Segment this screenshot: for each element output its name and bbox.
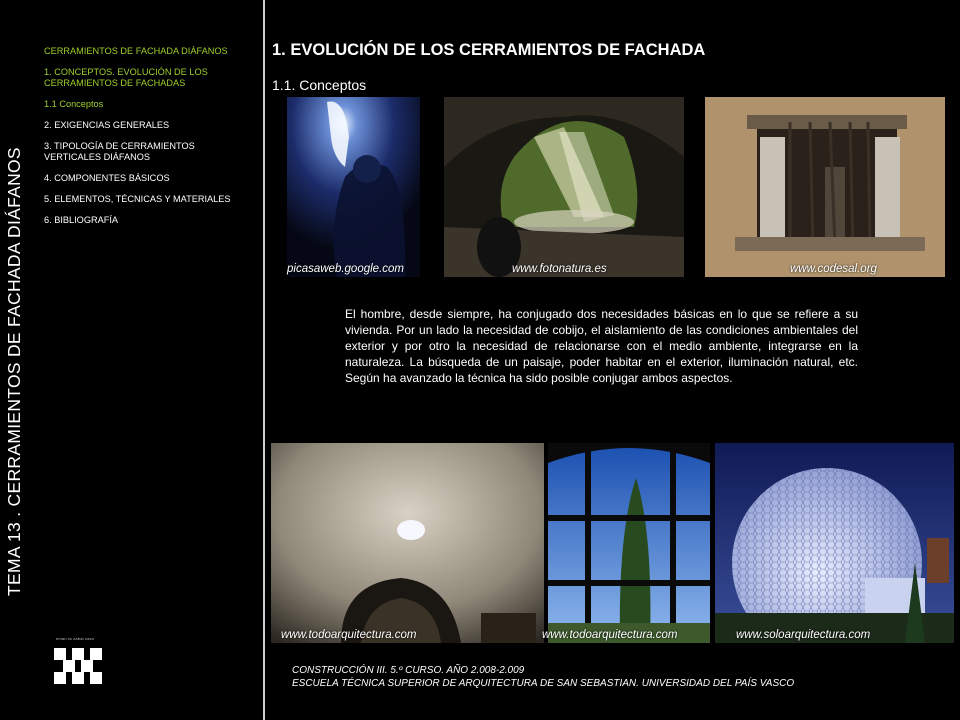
nav-item-elementos[interactable]: 5. ELEMENTOS, TÉCNICAS Y MATERIALES <box>44 194 231 204</box>
page-title: 1. EVOLUCIÓN DE LOS CERRAMIENTOS DE FACHADA <box>272 41 706 59</box>
photo-cave-light <box>444 97 684 277</box>
photo-biosphere <box>715 443 954 643</box>
photo-caption: www.codesal.org <box>790 263 877 275</box>
university-logo-icon <box>50 634 110 692</box>
page-subtitle: 1.1. Conceptos <box>272 77 367 93</box>
nav-item-componentes[interactable]: 4. COMPONENTES BÁSICOS <box>44 173 170 183</box>
nav-item-exigencias[interactable]: 2. EXIGENCIAS GENERALES <box>44 120 170 130</box>
photo-caption: www.fotonatura.es <box>512 263 607 275</box>
photo-cave-person <box>287 97 420 277</box>
nav-item-conceptos[interactable]: 1.1 Conceptos <box>44 99 104 109</box>
photo-cypress-window <box>548 443 710 643</box>
intro-paragraph: El hombre, desde siempre, ha conjugado dos necesidades básicas en lo que se refiere a su vivienda. Por un lado la necesidad de cobijo, el aislamiento de las condiciones ambientales del exterior y por otro la necesidad de relacionarse con el medio ambiente, integrarse en la naturaleza. La búsqueda de un paisaje, poder habitar en el exterior, iluminación natural, etc. Según ha avanzado la técnica ha sido posible conjugar ambos aspectos. <box>345 307 858 385</box>
nav-item-conceptos-evolucion[interactable]: 1. CONCEPTOS. EVOLUCIÓN DE LOS CERRAMIENTOS DE FACHADAS <box>44 67 208 88</box>
photo-barred-window <box>705 97 945 277</box>
vertical-divider <box>263 0 265 720</box>
photo-caption: www.todoarquitectura.com <box>542 629 678 641</box>
footer-course: CONSTRUCCIÓN III. 5.º CURSO. AÑO 2.008-2.009 <box>292 665 525 676</box>
nav-item-bibliografia[interactable]: 6. BIBLIOGRAFÍA <box>44 215 119 225</box>
photo-caption: picasaweb.google.com <box>287 263 404 275</box>
footer <box>292 665 794 690</box>
footer-school: ESCUELA TÉCNICA SUPERIOR DE ARQUITECTURA DE SAN SEBASTIAN. UNIVERSIDAD DEL PAÍS VASCO <box>292 677 795 689</box>
sidebar-nav <box>44 46 244 236</box>
vertical-course-title: TEMA 13 . CERRAMIENTOS DE FACHADA DIÁFANOS <box>4 147 24 596</box>
nav-item-tipologia[interactable]: 3. TIPOLOGÍA DE CERRAMIENTOS VERTICALES DIÁFANOS <box>44 141 195 162</box>
logo-motto: eman ta zabal zazu <box>56 636 95 641</box>
photo-dome-interior <box>271 443 544 643</box>
nav-item-section-title[interactable]: CERRAMIENTOS DE FACHADA DIÁFANOS <box>44 46 228 56</box>
photo-caption: www.soloarquitectura.com <box>736 629 871 641</box>
photo-caption: www.todoarquitectura.com <box>281 629 417 641</box>
